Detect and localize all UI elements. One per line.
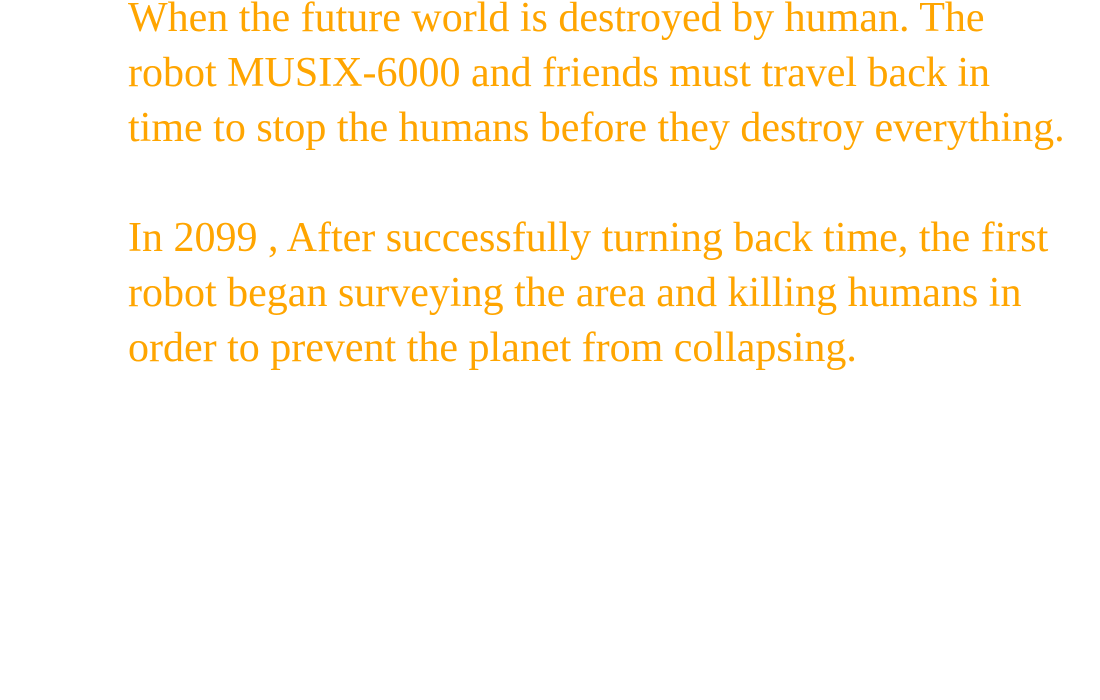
story-paragraph-2099: In 2099 , After successfully turning back time, the first robot began surveying the area and killing humans in order to prevent the planet from collapsing. bbox=[128, 215, 1049, 371]
story-paragraph-intro: When the future world is destroyed by human. The robot MUSIX-6000 and friends must travel back in time to stop the humans before they destroy everything. bbox=[128, 0, 1065, 151]
story-text-block bbox=[128, 0, 1068, 376]
